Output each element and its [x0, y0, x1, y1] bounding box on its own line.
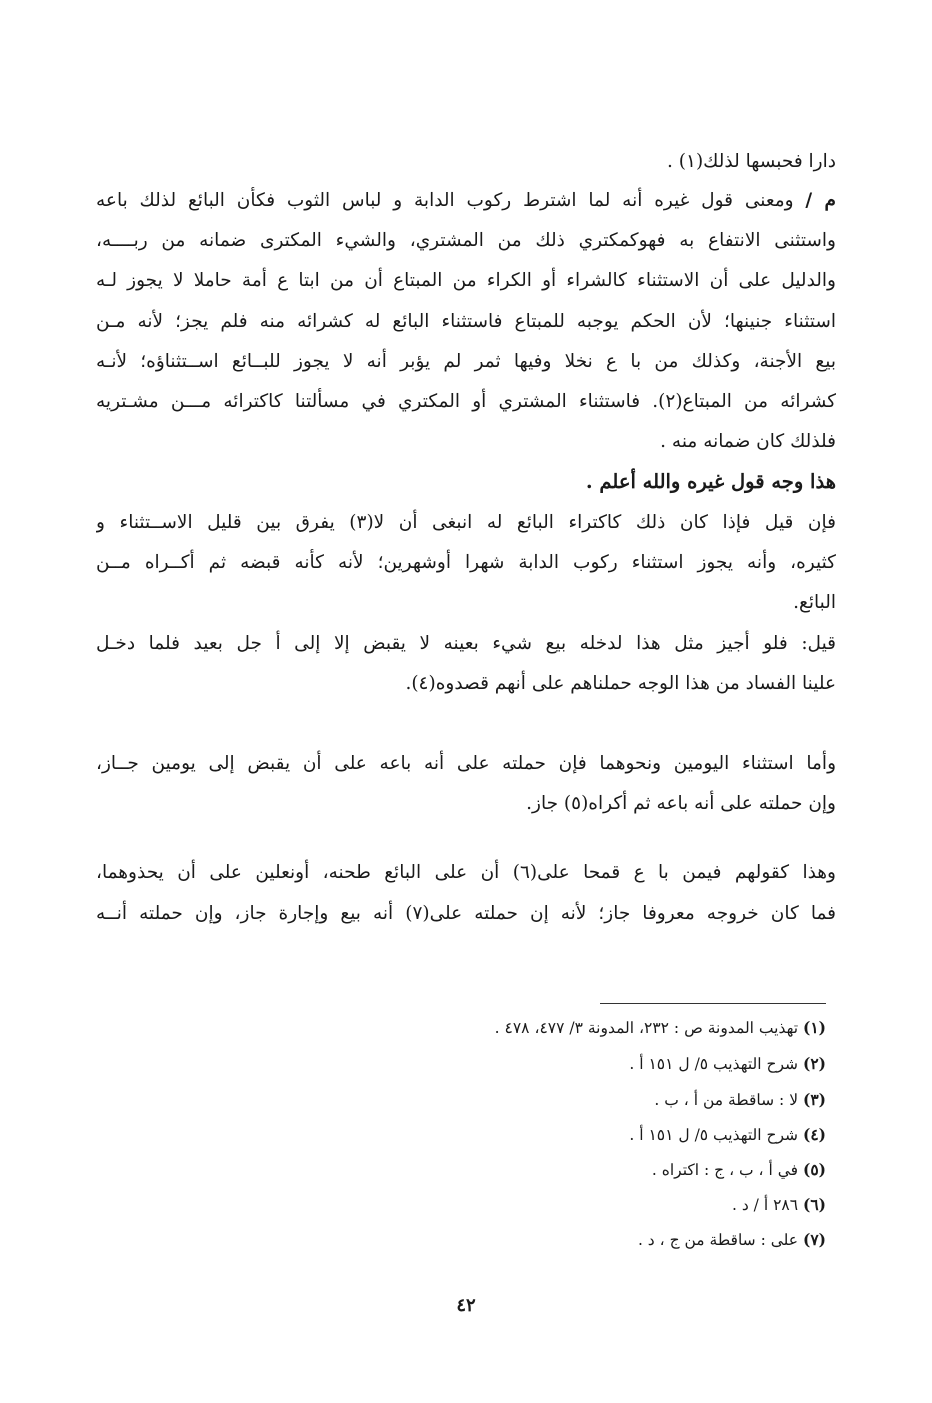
footnote: [326, 1190, 826, 1220]
footnote: [326, 1013, 826, 1043]
footnote: [326, 1155, 826, 1185]
section-heading: هذا وجه قول غيره والله أعلم .: [585, 470, 836, 493]
text-line: قيل: فلو أجيز مثل هذا لدخله بيع شيء بعينه لا يقبض إلا إلى أ جل بعيد فلما دخـل: [96, 633, 836, 654]
footnote-number: (٥): [802, 1160, 826, 1179]
footnote-text: في أ ، ب ، ج : اكتراه .: [651, 1161, 799, 1179]
text-line: دارا فحبسها لذلك(١) .: [667, 151, 836, 172]
text-line: البائع.: [793, 592, 836, 613]
text-line: فإن قيل فإذا كان ذلك كاكتراء البائع له انبغى أن لا(٣) يفرق بين قليل الاســتثناء و: [96, 512, 836, 533]
footnote: [326, 1120, 826, 1150]
margin-marker: م /: [805, 190, 836, 211]
footnote: [326, 1085, 826, 1115]
text-line: وهذا كقولهم فيمن با ع قمحا على(٦) أن على البائع طحنه، أونعلين على أن يحذوهما،: [96, 862, 836, 883]
footnote-number: (١): [802, 1018, 826, 1037]
text-line: بيع الأجنة، وكذلك من با ع نخلا وفيها ثمر لم يؤبر أنه لا يجوز للبــائع اســتثناؤه؛ لأنـه: [96, 351, 836, 372]
text-line: كثيره، وأنه يجوز استثناء ركوب الدابة شهرا أوشهرين؛ لأنه كأنه قبضه ثم أكــراه مــن: [96, 552, 836, 573]
text-line: فلذلك كان ضمانه منه .: [660, 431, 836, 452]
footnote-number: (٤): [802, 1125, 826, 1144]
text-line: والدليل على أن الاستثناء كالشراء أو الكراء من المبتاع أن من ابتا ع أمة حاملا لا يجوز لـه: [96, 270, 836, 291]
footnote-text: ٢٨٦ أ / د .: [731, 1196, 799, 1214]
text-line: استثناء جنينها؛ لأن الحكم يوجبه للمبتاع فاستثناء البائع له كشرائه منه فلم يجز؛ لأنه مـن: [96, 311, 836, 332]
footnote: [326, 1225, 826, 1255]
footnote-number: (٢): [802, 1054, 826, 1073]
footnote-number: (٣): [802, 1090, 826, 1109]
text-line: وأما استثناء اليومين ونحوهما فإن حملته على أنه باعه على أن يقبض إلى يومين جــاز،: [96, 753, 836, 774]
text-line: م / ومعنى قول غيره أنه لما اشترط ركوب الدابة و لباس الثوب فكأن البائع لذلك باعه: [96, 190, 836, 211]
footnote-text: لا : ساقطة من أ ، ب .: [654, 1091, 799, 1109]
footnote-number: (٦): [802, 1195, 826, 1214]
footnote: [326, 1049, 826, 1079]
text-line: فما كان خروجه معروفا جاز؛ لأنه إن حملته على(٧) أنه بيع وإجارة جاز، وإن حملته أنــه: [96, 903, 836, 924]
text-line: واستثنى الانتفاع به فهوكمكتري ذلك من المشتري، والشيء المكترى ضمانه من ربــــه،: [96, 230, 836, 251]
footnote-number: (٧): [802, 1230, 826, 1249]
text-line: علينا الفساد من هذا الوجه حملناهم على أنهم قصدوه(٤).: [405, 673, 836, 694]
text-line: وإن حملته على أنه باعه ثم أكراه(٥) جاز.: [526, 793, 836, 814]
page-number: ٤٢: [456, 1295, 476, 1316]
footnote-text: شرح التهذيب ٥/ ل ١٥١ أ .: [629, 1126, 799, 1144]
footnote-text: تهذيب المدونة ص : ٢٣٢، المدونة ٣/ ٤٧٧، ٤٧٨ .: [494, 1019, 799, 1037]
footnote-text: شرح التهذيب ٥/ ل ١٥١ أ .: [629, 1055, 799, 1073]
footnote-divider: [600, 1003, 826, 1004]
text-line: كشرائه من المبتاع(٢). فاستثناء المشتري أو المكتري في مسألتنا كاكترائه مـــن مشـتريه: [96, 391, 836, 412]
footnote-text: على : ساقطة من ج ، د .: [637, 1231, 799, 1249]
